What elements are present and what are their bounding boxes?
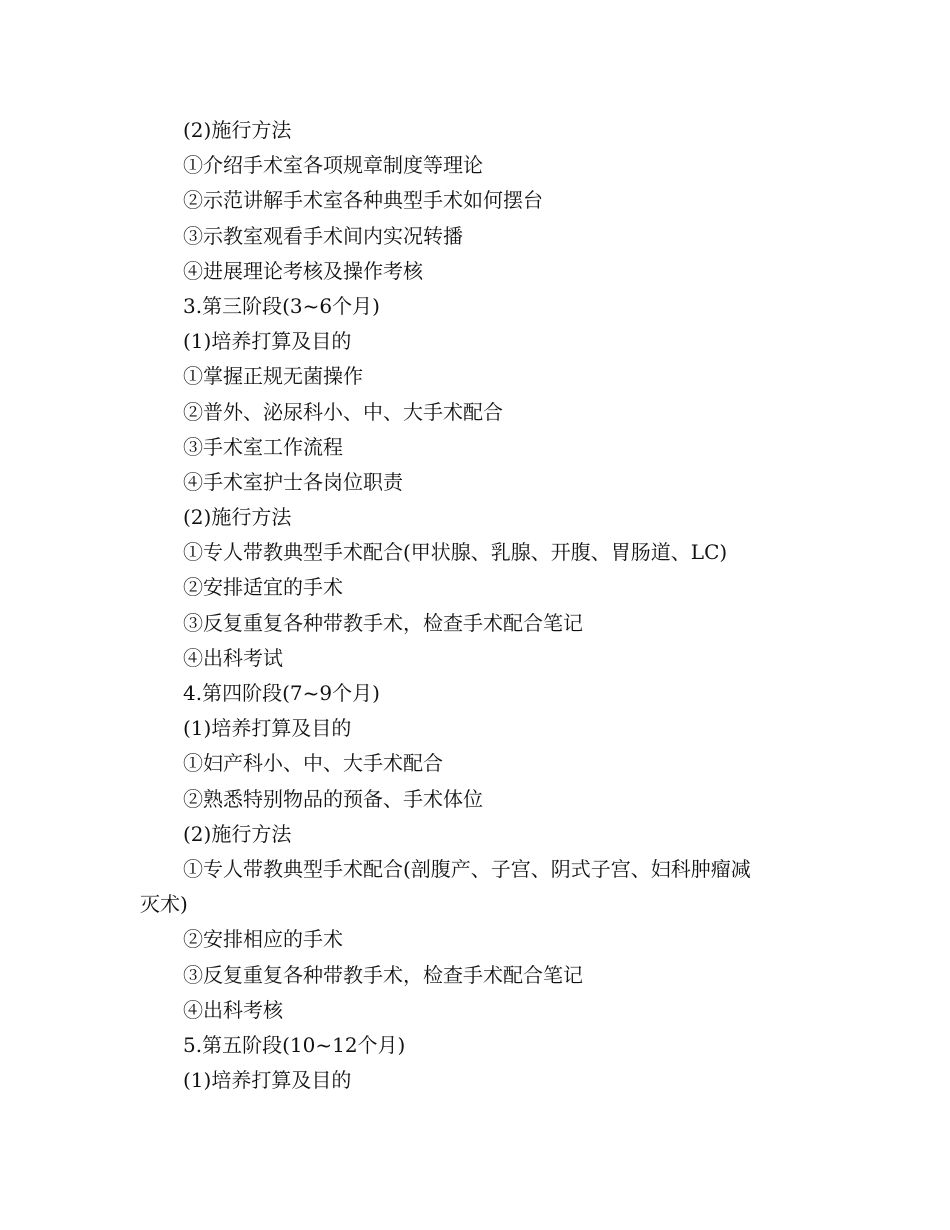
list-item: ④出科考试 bbox=[183, 645, 283, 670]
list-item: ③示教室观看手术间内实况转播 bbox=[183, 223, 463, 248]
list-item: ②安排相应的手术 bbox=[183, 927, 343, 952]
subheading-implementation: (2)施行方法 bbox=[183, 505, 292, 530]
list-item: ①掌握正规无菌操作 bbox=[183, 364, 363, 389]
document-body bbox=[140, 113, 830, 1098]
subheading-goals: (1)培养打算及目的 bbox=[183, 329, 352, 354]
subheading-implementation: (2)施行方法 bbox=[183, 821, 292, 846]
list-item: ①专人带教典型手术配合(甲状腺、乳腺、开腹、胃肠道、LC) bbox=[183, 540, 728, 565]
stage-heading: 5.第五阶段(10~12个月) bbox=[183, 1032, 406, 1057]
subheading-implementation: (2)施行方法 bbox=[183, 118, 292, 142]
list-item: ③手术室工作流程 bbox=[183, 434, 343, 459]
subheading-goals: (1)培养打算及目的 bbox=[183, 1068, 352, 1093]
list-item: ②安排适宜的手术 bbox=[183, 575, 343, 600]
list-item: ②熟悉特别物品的预备、手术体位 bbox=[183, 786, 483, 811]
list-item: ③反复重复各种带教手术，检查手术配合笔记 bbox=[183, 962, 583, 987]
list-item: ③反复重复各种带教手术，检查手术配合笔记 bbox=[183, 610, 583, 635]
stage-heading: 4.第四阶段(7~9个月) bbox=[183, 681, 380, 705]
list-item: ④手术室护士各岗位职责 bbox=[183, 469, 403, 494]
list-item: ④进展理论考核及操作考核 bbox=[183, 258, 423, 283]
list-item-continuation: 灭术) bbox=[140, 892, 188, 917]
list-item: ②普外、泌尿科小、中、大手术配合 bbox=[183, 399, 503, 424]
list-item: ①介绍手术室各项规章制度等理论 bbox=[183, 153, 483, 178]
stage-heading: 3.第三阶段(3~6个月) bbox=[183, 293, 380, 318]
list-item: ①妇产科小、中、大手术配合 bbox=[183, 751, 443, 776]
subheading-goals: (1)培养打算及目的 bbox=[183, 716, 352, 741]
list-item: ①专人带教典型手术配合(剖腹产、子宫、阴式子宫、妇科肿瘤减 bbox=[183, 856, 751, 881]
list-item: ②示范讲解手术室各种典型手术如何摆台 bbox=[183, 188, 543, 213]
list-item: ④出科考核 bbox=[183, 997, 283, 1022]
